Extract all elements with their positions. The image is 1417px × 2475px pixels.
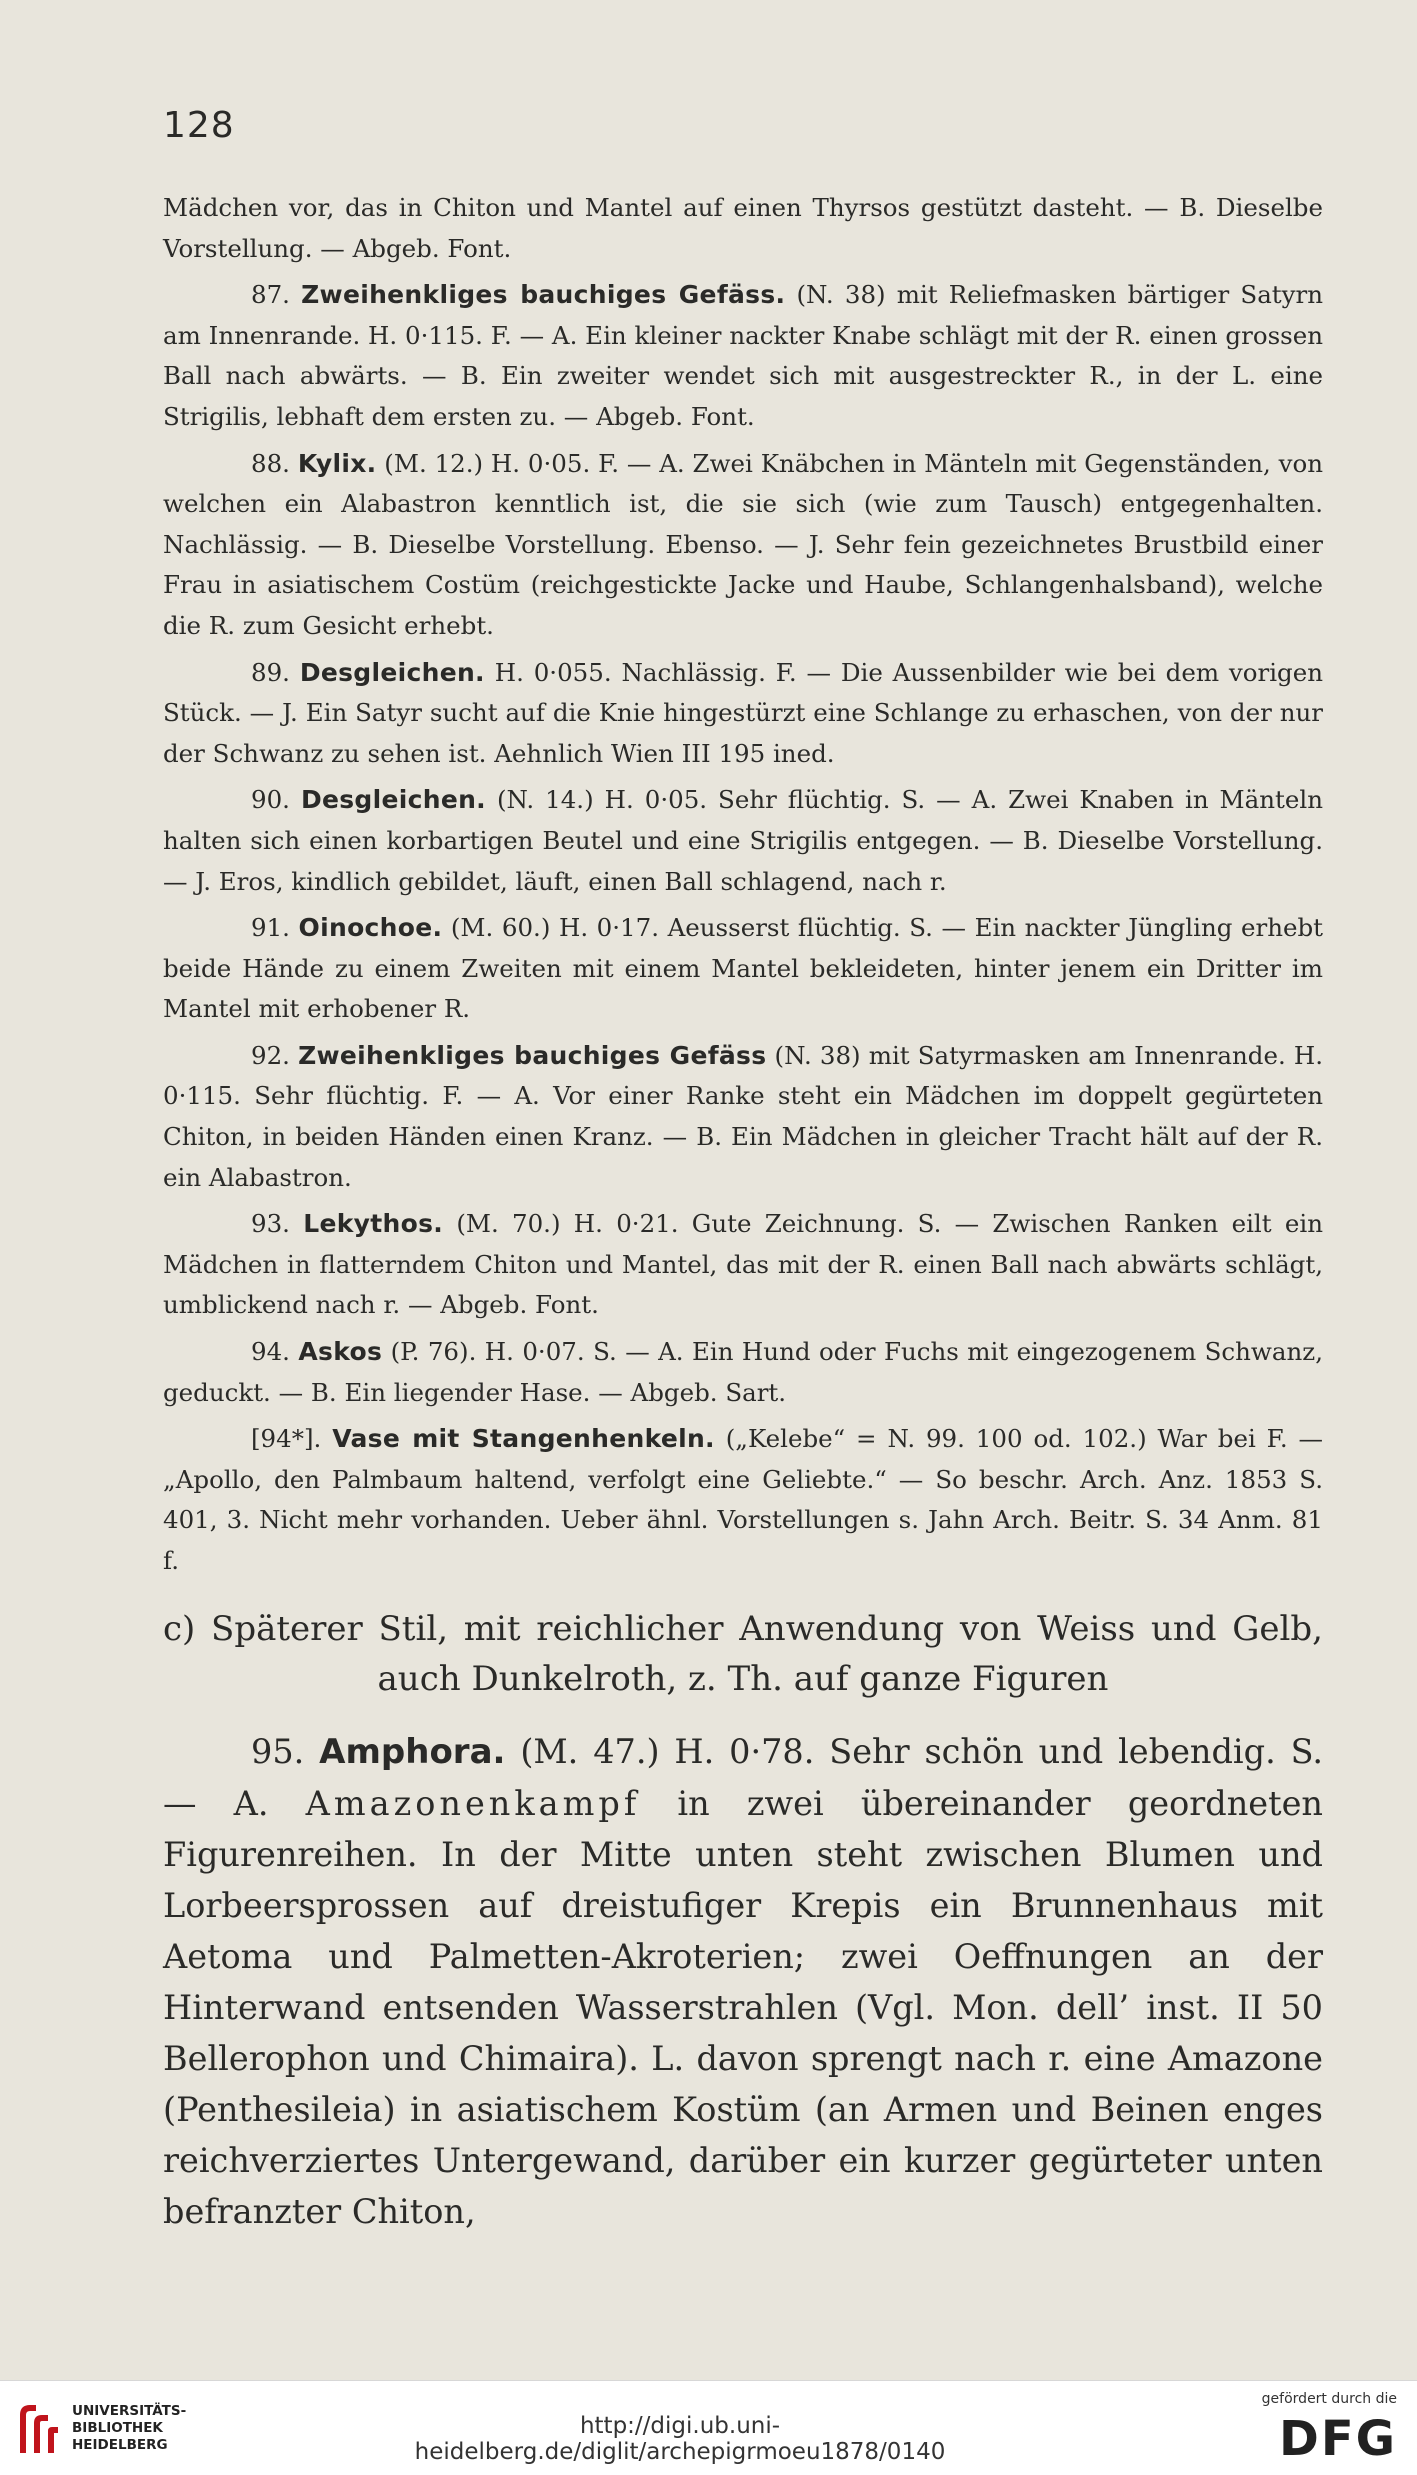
entry-number: 93.: [251, 1209, 290, 1239]
entry-number: [94*].: [251, 1424, 322, 1454]
entry-number: 92.: [251, 1040, 290, 1070]
entry-94-star: [163, 1419, 1323, 1581]
entry-title: Zweihenkliges bauchiges Gefäss.: [301, 280, 786, 310]
entry-text: (N. 38) mit Satyrmasken am Innenrande. H. 0·115. Sehr flüchtig. F. — A. Vor einer Ranke steht ein Mädchen im doppelt gegürteten Chiton, in beiden Händen einen Kranz. — B. Ein Mädchen in gleicher Tracht hält auf der R. ein Alabastron.: [163, 1040, 1323, 1192]
entry-89: [163, 653, 1323, 775]
entry-87: [163, 275, 1323, 437]
entry-lead: (M. 47.) H. 0·78. Sehr schön und lebendig. S. — A.: [163, 1731, 1323, 1823]
entry-number: 94.: [251, 1337, 290, 1367]
entry-88: [163, 444, 1323, 647]
university-seal-icon: [14, 2401, 62, 2459]
entry-number: 95.: [251, 1731, 305, 1771]
entry-text: (N. 14.) H. 0·05. Sehr flüchtig. S. — A. Zwei Knaben in Mänteln halten sich einen korbartigen Beutel und eine Strigilis entgegen. — B. Dieselbe Vorstellung. — J. Eros, kindlich gebildet, läuft, einen Ball schlagend, nach r.: [163, 785, 1323, 896]
entry-subject: Amazonenkampf: [305, 1783, 641, 1823]
entry-91: [163, 908, 1323, 1030]
entry-number: 89.: [251, 657, 290, 687]
section-heading-line-1: c) Späterer Stil, mit reichlicher Anwendung von Weiss und Gelb,: [163, 1608, 1323, 1649]
entry-number: 87.: [251, 280, 290, 310]
entry-title: Desgleichen.: [300, 785, 486, 815]
source-url-link[interactable]: http://digi.ub.uni-heidelberg.de/diglit/archepigrmoeu1878/0140: [414, 2413, 946, 2465]
entry-94: [163, 1332, 1323, 1413]
entry-90: [163, 780, 1323, 902]
footer-bar: [0, 2380, 1417, 2475]
dfg-logo: DFG: [1278, 2411, 1397, 2467]
entry-title: Zweihenkliges bauchiges Gefäss: [298, 1040, 767, 1070]
entry-92: [163, 1036, 1323, 1198]
entry-title: Amphora.: [319, 1731, 506, 1772]
section-heading-line-2: auch Dunkelroth, z. Th. auf ganze Figuren: [377, 1658, 1109, 1699]
entry-text: (M. 12.) H. 0·05. F. — A. Zwei Knäbchen in Mänteln mit Gegenständen, von welchen ein Alabastron kenntlich ist, die sie sich (wie zum Tausch) entgegenhalten. Nachlässig. — B. Dieselbe Vorstellung. Ebenso. — J. Sehr fein gezeichnetes Brustbild einer Frau in asiatischem Costüm (reichgestickte Jacke und Haube, Schlangenhalsband), welche die R. zum Gesicht erhebt.: [163, 448, 1323, 640]
entry-title: Kylix.: [297, 448, 377, 478]
paragraph-continuation: Mädchen vor, das in Chiton und Mantel auf einen Thyrsos gestützt dasteht. — B. Dieselbe Vorstellung. — Abgeb. Font.: [163, 193, 1323, 263]
section-heading: [163, 1604, 1323, 1704]
funder-label: gefördert durch die: [1261, 2391, 1397, 2407]
entry-title: Oinochoe.: [298, 913, 443, 943]
entry-text: in zwei übereinander geordneten Figurenreihen. In der Mitte unten steht zwischen Blumen und Lorbeersprossen auf dreistufiger Krepis ein Brunnenhaus mit Aetoma und Palmetten-Akroterien; zwei Oeffnungen an der Hinterwand entsenden Wasserstrahlen (Vgl. Mon. dell’ inst. II 50 Bellerophon und Chimaira). L. davon sprengt nach r. eine Amazone (Penthesileia) in asiatischem Kostüm (an Armen und Beinen enges reichverziertes Untergewand, darüber ein kurzer gegürteter unten befranzter Chiton,: [163, 1783, 1323, 2231]
entry-number: 91.: [251, 913, 290, 943]
entry-text: (P. 76). H. 0·07. S. — A. Ein Hund oder Fuchs mit eingezogenem Schwanz, geduckt. — B. Ein liegender Hase. — Abgeb. Sart.: [163, 1337, 1323, 1407]
entry-title: Desgleichen.: [299, 657, 485, 687]
entry-title: Lekythos.: [303, 1209, 444, 1239]
entry-text: (N. 38) mit Reliefmasken bärtiger Satyrn am Innenrande. H. 0·115. F. — A. Ein kleiner nackter Knabe schlägt mit der R. einen grossen Ball nach abwärts. — B. Ein zweiter wendet sich mit ausgestreckter R., in der L. eine Strigilis, lebhaft dem ersten zu. — Abgeb. Font.: [163, 280, 1323, 431]
page-number: 128: [163, 105, 235, 146]
university-name: UNIVERSITÄTS- BIBLIOTHEK HEIDELBERG: [72, 2403, 187, 2453]
entry-number: 88.: [251, 448, 290, 478]
entry-text: (M. 70.) H. 0·21. Gute Zeichnung. S. — Zwischen Ranken eilt ein Mädchen in flatterndem Chiton und Mantel, das mit der R. einen Ball nach abwärts schlägt, umblickend nach r. — Abgeb. Font.: [163, 1209, 1323, 1320]
entry-text: H. 0·055. Nachlässig. F. — Die Aussenbilder wie bei dem vorigen Stück. — J. Ein Satyr sucht auf die Knie hingestürzt eine Schlange zu erhaschen, von der nur der Schwanz zu sehen ist. Aehnlich Wien III 195 ined.: [163, 657, 1323, 768]
entry-95: [163, 1726, 1323, 2237]
entry-number: 90.: [251, 785, 290, 815]
entry-93: [163, 1204, 1323, 1326]
entry-text: (M. 60.) H. 0·17. Aeusserst flüchtig. S. — Ein nackter Jüngling erhebt beide Hände zu einem Zweiten mit einem Mantel bekleideten, hinter jenem ein Dritter im Mantel mit erhobener R.: [163, 913, 1323, 1024]
entry-title: Askos: [298, 1337, 383, 1367]
entry-title: Vase mit Stangenhenkeln.: [332, 1424, 715, 1454]
page-body: [163, 188, 1323, 2237]
entry-text: („Kelebe“ = N. 99. 100 od. 102.) War bei F. — „Apollo, den Palmbaum haltend, verfolgt eine Geliebte.“ — So beschr. Arch. Anz. 1853 S. 401, 3. Nicht mehr vorhanden. Ueber ähnl. Vorstellungen s. Jahn Arch. Beitr. S. 34 Anm. 81 f.: [163, 1424, 1323, 1575]
